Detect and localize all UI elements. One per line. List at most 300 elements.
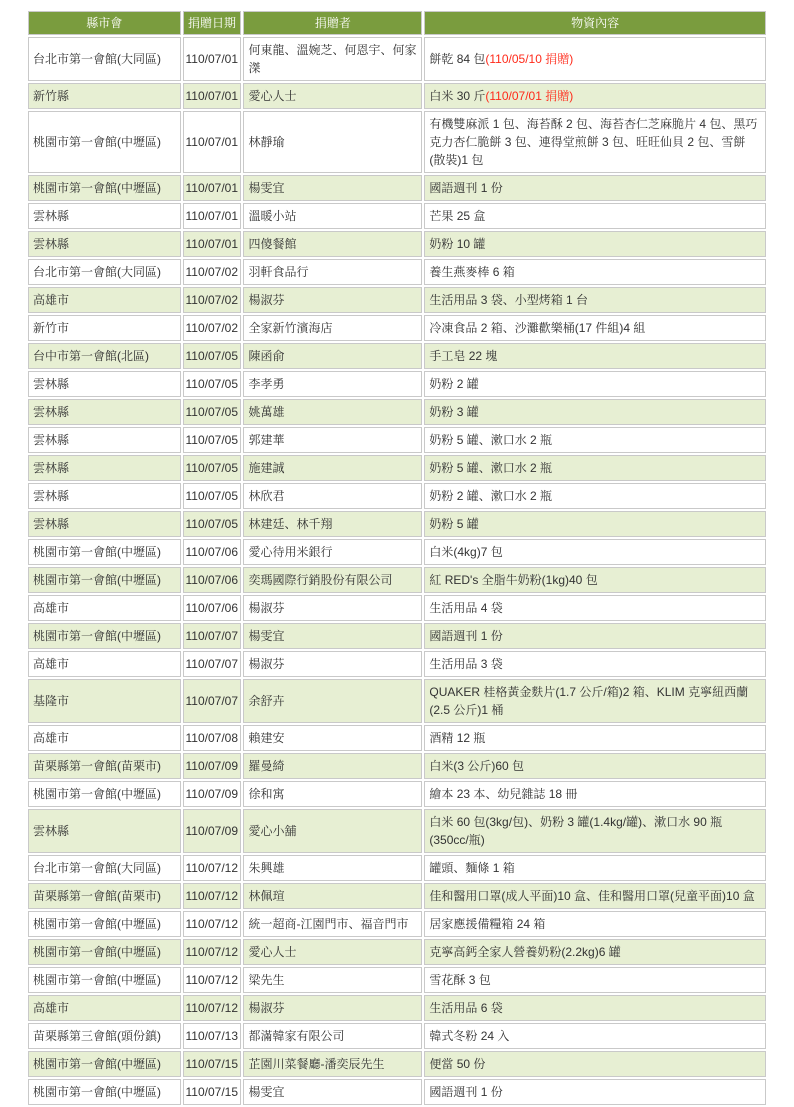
cell-county (28, 855, 181, 881)
cell-items (424, 37, 766, 81)
cell-donor (243, 399, 422, 425)
cell-items (424, 203, 766, 229)
cell-items-text: 繪本 23 本、幼兒雜誌 18 冊 (429, 787, 578, 801)
cell-items (424, 967, 766, 993)
cell-items (424, 259, 766, 285)
cell-items-text: 紅 RED's 全脂牛奶粉(1kg)40 包 (429, 573, 598, 587)
table-row (28, 203, 766, 229)
cell-donor-text: 楊雯宜 (248, 181, 285, 195)
table-row (28, 539, 766, 565)
cell-date-text: 110/07/12 (185, 861, 238, 875)
cell-county (28, 1023, 181, 1049)
cell-donor-text: 姚萬雄 (248, 405, 285, 419)
cell-items-text: QUAKER 桂格黃金麩片(1.7 公斤/箱)2 箱、KLIM 克寧紐西蘭(2.5 公斤)1 桶 (429, 685, 749, 717)
cell-donor-text: 賴建安 (248, 731, 285, 745)
cell-donor-text: 四傻餐館 (248, 237, 297, 251)
cell-date-text: 110/07/15 (185, 1085, 238, 1099)
table-row (28, 315, 766, 341)
cell-items-text: 國語週刊 1 份 (429, 629, 503, 643)
cell-county-text: 台北市第一會館(大同區) (33, 52, 161, 66)
cell-donor (243, 753, 422, 779)
table-row (28, 231, 766, 257)
cell-items (424, 315, 766, 341)
cell-items-text: 雪花酥 3 包 (429, 973, 491, 987)
cell-items (424, 427, 766, 453)
cell-donor (243, 455, 422, 481)
cell-items-text: 奶粉 2 罐 (429, 377, 479, 391)
cell-date-text: 110/07/07 (185, 694, 238, 708)
cell-date-text: 110/07/09 (185, 759, 238, 773)
cell-items (424, 753, 766, 779)
cell-county (28, 753, 181, 779)
cell-date-text: 110/07/02 (185, 293, 238, 307)
cell-date (183, 175, 242, 201)
cell-county (28, 455, 181, 481)
cell-items-text: 罐頭、麵條 1 箱 (429, 861, 515, 875)
cell-county (28, 371, 181, 397)
table-row (28, 855, 766, 881)
cell-county-text: 桃園市第一會館(中壢區) (33, 629, 161, 643)
cell-date (183, 595, 242, 621)
cell-date (183, 1079, 242, 1105)
cell-donor (243, 315, 422, 341)
cell-county (28, 623, 181, 649)
cell-items (424, 483, 766, 509)
table-row (28, 809, 766, 853)
cell-items-text: 白米(4kg)7 包 (429, 545, 503, 559)
cell-date (183, 809, 242, 853)
cell-items (424, 539, 766, 565)
cell-donor (243, 911, 422, 937)
cell-donor (243, 511, 422, 537)
cell-county (28, 483, 181, 509)
cell-county-text: 雲林縣 (33, 377, 70, 391)
cell-items-text: 酒精 12 瓶 (429, 731, 486, 745)
cell-donor-text: 羽軒食品行 (248, 265, 309, 279)
cell-county (28, 203, 181, 229)
cell-date-text: 110/07/01 (185, 237, 238, 251)
table-row (28, 725, 766, 751)
cell-county-text: 雲林縣 (33, 824, 70, 838)
cell-donor (243, 371, 422, 397)
table-row (28, 1023, 766, 1049)
cell-donor-text: 溫暖小站 (248, 209, 297, 223)
cell-donor (243, 483, 422, 509)
cell-donor-text: 楊淑芬 (248, 293, 285, 307)
cell-donor (243, 83, 422, 109)
cell-county (28, 315, 181, 341)
cell-date-text: 110/07/12 (185, 917, 238, 931)
cell-county-text: 雲林縣 (33, 237, 70, 251)
cell-donor-text: 愛心小舖 (248, 824, 297, 838)
table-row (28, 511, 766, 537)
cell-date (183, 259, 242, 285)
cell-county-text: 基隆市 (33, 694, 70, 708)
cell-date (183, 399, 242, 425)
table-row (28, 595, 766, 621)
cell-items-text: 芒果 25 盒 (429, 209, 486, 223)
cell-date (183, 781, 242, 807)
cell-date-text: 110/07/01 (185, 52, 238, 66)
cell-donor-text: 楊雯宜 (248, 629, 285, 643)
cell-donor (243, 203, 422, 229)
cell-date (183, 567, 242, 593)
cell-date (183, 725, 242, 751)
cell-donor-text: 楊淑芬 (248, 657, 285, 671)
cell-items (424, 623, 766, 649)
cell-date (183, 1023, 242, 1049)
cell-county-text: 台北市第一會館(大同區) (33, 265, 161, 279)
cell-date-text: 110/07/05 (185, 433, 238, 447)
cell-items (424, 651, 766, 677)
cell-items (424, 725, 766, 751)
cell-county (28, 83, 181, 109)
cell-items (424, 343, 766, 369)
cell-donor (243, 231, 422, 257)
cell-county-text: 桃園市第一會館(中壢區) (33, 917, 161, 931)
cell-date (183, 855, 242, 881)
cell-items-text: 白米 30 斤 (429, 89, 486, 103)
cell-items (424, 939, 766, 965)
cell-items-text: 奶粉 5 罐、漱口水 2 瓶 (429, 461, 553, 475)
table-row (28, 939, 766, 965)
cell-county (28, 781, 181, 807)
cell-items (424, 231, 766, 257)
cell-date (183, 371, 242, 397)
cell-donor (243, 967, 422, 993)
cell-county-text: 桃園市第一會館(中壢區) (33, 973, 161, 987)
cell-date-text: 110/07/02 (185, 321, 238, 335)
cell-donor-text: 何東龍、溫婉芝、何恩宇、何家滐 (248, 43, 417, 75)
cell-items-text: 養生燕麥棒 6 箱 (429, 265, 515, 279)
donation-table (26, 9, 768, 1107)
donation-note: (110/07/01 捐贈) (485, 89, 574, 103)
cell-items (424, 83, 766, 109)
cell-items (424, 1079, 766, 1105)
cell-county (28, 939, 181, 965)
cell-date-text: 110/07/05 (185, 349, 238, 363)
cell-date-text: 110/07/07 (185, 629, 238, 643)
cell-date-text: 110/07/08 (185, 731, 238, 745)
cell-date-text: 110/07/12 (185, 889, 238, 903)
cell-date (183, 753, 242, 779)
cell-county (28, 399, 181, 425)
cell-date (183, 315, 242, 341)
cell-county-text: 台北市第一會館(大同區) (33, 861, 161, 875)
cell-items-text: 奶粉 10 罐 (429, 237, 486, 251)
cell-items-text: 便當 50 份 (429, 1057, 486, 1071)
cell-date (183, 911, 242, 937)
cell-county-text: 雲林縣 (33, 405, 70, 419)
table-row (28, 883, 766, 909)
table-row (28, 651, 766, 677)
cell-county (28, 809, 181, 853)
cell-donor (243, 287, 422, 313)
cell-items-text: 生活用品 3 袋、小型烤箱 1 台 (429, 293, 589, 307)
cell-donor-text: 愛心人士 (248, 89, 297, 103)
cell-county-text: 桃園市第一會館(中壢區) (33, 787, 161, 801)
table-row (28, 623, 766, 649)
cell-donor (243, 623, 422, 649)
header-donor: 捐贈者 (243, 11, 422, 35)
cell-county (28, 37, 181, 81)
cell-county-text: 苗栗縣第三會館(頭份鎮) (33, 1029, 161, 1043)
cell-items (424, 1051, 766, 1077)
cell-donor (243, 809, 422, 853)
table-row (28, 679, 766, 723)
cell-county (28, 287, 181, 313)
cell-county (28, 725, 181, 751)
cell-donor-text: 愛心待用米銀行 (248, 545, 333, 559)
cell-date (183, 883, 242, 909)
header-items: 物資內容 (424, 11, 766, 35)
table-row (28, 175, 766, 201)
cell-date-text: 110/07/12 (185, 945, 238, 959)
table-header-row (28, 11, 766, 35)
cell-date-text: 110/07/01 (185, 89, 238, 103)
cell-items (424, 595, 766, 621)
cell-items (424, 399, 766, 425)
cell-items (424, 911, 766, 937)
cell-county-text: 苗栗縣第一會館(苗栗市) (33, 889, 161, 903)
table-row (28, 567, 766, 593)
cell-items (424, 855, 766, 881)
cell-date-text: 110/07/05 (185, 517, 238, 531)
cell-county (28, 175, 181, 201)
cell-date-text: 110/07/05 (185, 489, 238, 503)
cell-donor (243, 651, 422, 677)
cell-county (28, 259, 181, 285)
cell-donor-text: 梁先生 (248, 973, 285, 987)
cell-county-text: 桃園市第一會館(中壢區) (33, 1057, 161, 1071)
cell-items (424, 371, 766, 397)
cell-donor-text: 陳函俞 (248, 349, 285, 363)
cell-county (28, 511, 181, 537)
cell-items-text: 國語週刊 1 份 (429, 1085, 503, 1099)
cell-date (183, 1051, 242, 1077)
cell-county (28, 651, 181, 677)
table-row (28, 1079, 766, 1105)
cell-donor-text: 羅曼綺 (248, 759, 285, 773)
cell-date (183, 37, 242, 81)
cell-date (183, 287, 242, 313)
cell-date (183, 427, 242, 453)
cell-donor (243, 883, 422, 909)
table-row (28, 37, 766, 81)
cell-county-text: 高雄市 (33, 657, 70, 671)
cell-date (183, 455, 242, 481)
cell-county (28, 1051, 181, 1077)
cell-date (183, 231, 242, 257)
cell-county-text: 桃園市第一會館(中壢區) (33, 1085, 161, 1099)
cell-county (28, 883, 181, 909)
cell-donor-text: 余舒卉 (248, 694, 285, 708)
table-row (28, 753, 766, 779)
cell-county (28, 911, 181, 937)
cell-items (424, 995, 766, 1021)
cell-donor (243, 1051, 422, 1077)
cell-items (424, 809, 766, 853)
cell-donor (243, 427, 422, 453)
table-row (28, 483, 766, 509)
cell-county-text: 新竹縣 (33, 89, 70, 103)
cell-donor-text: 郭建華 (248, 433, 285, 447)
cell-date (183, 995, 242, 1021)
cell-county-text: 新竹市 (33, 321, 70, 335)
cell-donor (243, 1079, 422, 1105)
cell-date-text: 110/07/12 (185, 1001, 238, 1015)
cell-donor (243, 111, 422, 173)
cell-date-text: 110/07/13 (185, 1029, 238, 1043)
cell-items-text: 奶粉 5 罐、漱口水 2 瓶 (429, 433, 553, 447)
cell-items-text: 冷凍食品 2 箱、沙灘歡樂桶(17 件組)4 組 (429, 321, 646, 335)
cell-county (28, 1079, 181, 1105)
cell-items (424, 781, 766, 807)
cell-date (183, 511, 242, 537)
cell-county (28, 231, 181, 257)
cell-donor-text: 李孝勇 (248, 377, 285, 391)
cell-items-text: 奶粉 3 罐 (429, 405, 479, 419)
cell-date-text: 110/07/09 (185, 787, 238, 801)
cell-donor-text: 林靜瑜 (248, 135, 285, 149)
cell-county (28, 995, 181, 1021)
cell-county-text: 桃園市第一會館(中壢區) (33, 573, 161, 587)
cell-donor-text: 楊雯宜 (248, 1085, 285, 1099)
cell-items-text: 生活用品 4 袋 (429, 601, 503, 615)
cell-donor-text: 統一超商-江園門市、福音門市 (248, 917, 409, 931)
cell-items (424, 1023, 766, 1049)
cell-items (424, 679, 766, 723)
cell-county-text: 高雄市 (33, 601, 70, 615)
cell-donor (243, 37, 422, 81)
cell-items (424, 287, 766, 313)
cell-donor (243, 259, 422, 285)
cell-donor-text: 朱興雄 (248, 861, 285, 875)
cell-date (183, 343, 242, 369)
table-row (28, 781, 766, 807)
cell-items (424, 511, 766, 537)
cell-donor (243, 539, 422, 565)
cell-county-text: 雲林縣 (33, 209, 70, 223)
cell-county-text: 雲林縣 (33, 489, 70, 503)
cell-items-text: 白米 60 包(3kg/包)、奶粉 3 罐(1.4kg/罐)、漱口水 90 瓶(350cc/瓶) (429, 815, 723, 847)
cell-county-text: 雲林縣 (33, 433, 70, 447)
cell-date (183, 967, 242, 993)
cell-county (28, 539, 181, 565)
table-row (28, 83, 766, 109)
cell-date (183, 939, 242, 965)
table-row (28, 1051, 766, 1077)
cell-county-text: 高雄市 (33, 731, 70, 745)
header-date: 捐贈日期 (183, 11, 242, 35)
cell-date-text: 110/07/12 (185, 973, 238, 987)
table-row (28, 371, 766, 397)
cell-items (424, 455, 766, 481)
cell-county (28, 567, 181, 593)
cell-donor (243, 1023, 422, 1049)
cell-county-text: 桃園市第一會館(中壢區) (33, 545, 161, 559)
cell-donor-text: 都滿韓家有限公司 (248, 1029, 345, 1043)
cell-date (183, 203, 242, 229)
cell-items-text: 生活用品 3 袋 (429, 657, 503, 671)
cell-items (424, 883, 766, 909)
cell-items-text: 國語週刊 1 份 (429, 181, 503, 195)
cell-county-text: 雲林縣 (33, 461, 70, 475)
cell-county-text: 桃園市第一會館(中壢區) (33, 135, 161, 149)
cell-county-text: 雲林縣 (33, 517, 70, 531)
cell-donor-text: 林建廷、林千翔 (248, 517, 333, 531)
cell-county-text: 苗栗縣第一會館(苗栗市) (33, 759, 161, 773)
table-row (28, 259, 766, 285)
cell-date (183, 83, 242, 109)
cell-donor (243, 343, 422, 369)
header-county: 縣市會 (28, 11, 181, 35)
table-row (28, 343, 766, 369)
cell-items-text: 奶粉 2 罐、漱口水 2 瓶 (429, 489, 553, 503)
cell-county-text: 高雄市 (33, 1001, 70, 1015)
cell-donor (243, 567, 422, 593)
table-row (28, 111, 766, 173)
cell-donor-text: 林佩瑄 (248, 889, 285, 903)
cell-items-text: 餅乾 84 包 (429, 52, 486, 66)
cell-county (28, 679, 181, 723)
cell-date-text: 110/07/01 (185, 135, 238, 149)
cell-date-text: 110/07/06 (185, 601, 238, 615)
table-row (28, 911, 766, 937)
cell-donor-text: 施建誠 (248, 461, 285, 475)
cell-donor (243, 725, 422, 751)
cell-items-text: 韓式冬粉 24 入 (429, 1029, 510, 1043)
cell-county (28, 343, 181, 369)
table-row (28, 399, 766, 425)
cell-date (183, 483, 242, 509)
cell-date (183, 111, 242, 173)
cell-items-text: 奶粉 5 罐 (429, 517, 479, 531)
cell-donor-text: 林欣君 (248, 489, 285, 503)
cell-county (28, 967, 181, 993)
cell-donor-text: 徐和寓 (248, 787, 285, 801)
donation-note: (110/05/10 捐贈) (485, 52, 574, 66)
cell-date (183, 651, 242, 677)
cell-donor (243, 175, 422, 201)
cell-date (183, 623, 242, 649)
cell-items (424, 567, 766, 593)
table-row (28, 995, 766, 1021)
table-row (28, 287, 766, 313)
cell-items-text: 手工皂 22 塊 (429, 349, 498, 363)
cell-items-text: 白米(3 公斤)60 包 (429, 759, 525, 773)
cell-date-text: 110/07/05 (185, 405, 238, 419)
cell-date (183, 679, 242, 723)
cell-items-text: 居家應援備糧箱 24 箱 (429, 917, 546, 931)
cell-items (424, 111, 766, 173)
cell-county-text: 高雄市 (33, 293, 70, 307)
table-body (28, 37, 766, 1105)
cell-date-text: 110/07/07 (185, 657, 238, 671)
cell-date-text: 110/07/01 (185, 181, 238, 195)
cell-donor-text: 楊淑芬 (248, 1001, 285, 1015)
cell-date-text: 110/07/06 (185, 545, 238, 559)
cell-donor (243, 939, 422, 965)
cell-donor (243, 679, 422, 723)
cell-county (28, 427, 181, 453)
cell-donor-text: 奕瑪國際行銷股份有限公司 (248, 573, 393, 587)
cell-items-text: 克寧高鈣全家人營養奶粉(2.2kg)6 罐 (429, 945, 621, 959)
cell-date (183, 539, 242, 565)
table-row (28, 967, 766, 993)
cell-items-text: 有機雙麻派 1 包、海苔酥 2 包、海苔杏仁芝麻脆片 4 包、黑巧克力杏仁脆餅 3 包、連得堂煎餅 3 包、旺旺仙貝 2 包、雪餅(散裝)1 包 (429, 117, 758, 167)
cell-donor (243, 781, 422, 807)
